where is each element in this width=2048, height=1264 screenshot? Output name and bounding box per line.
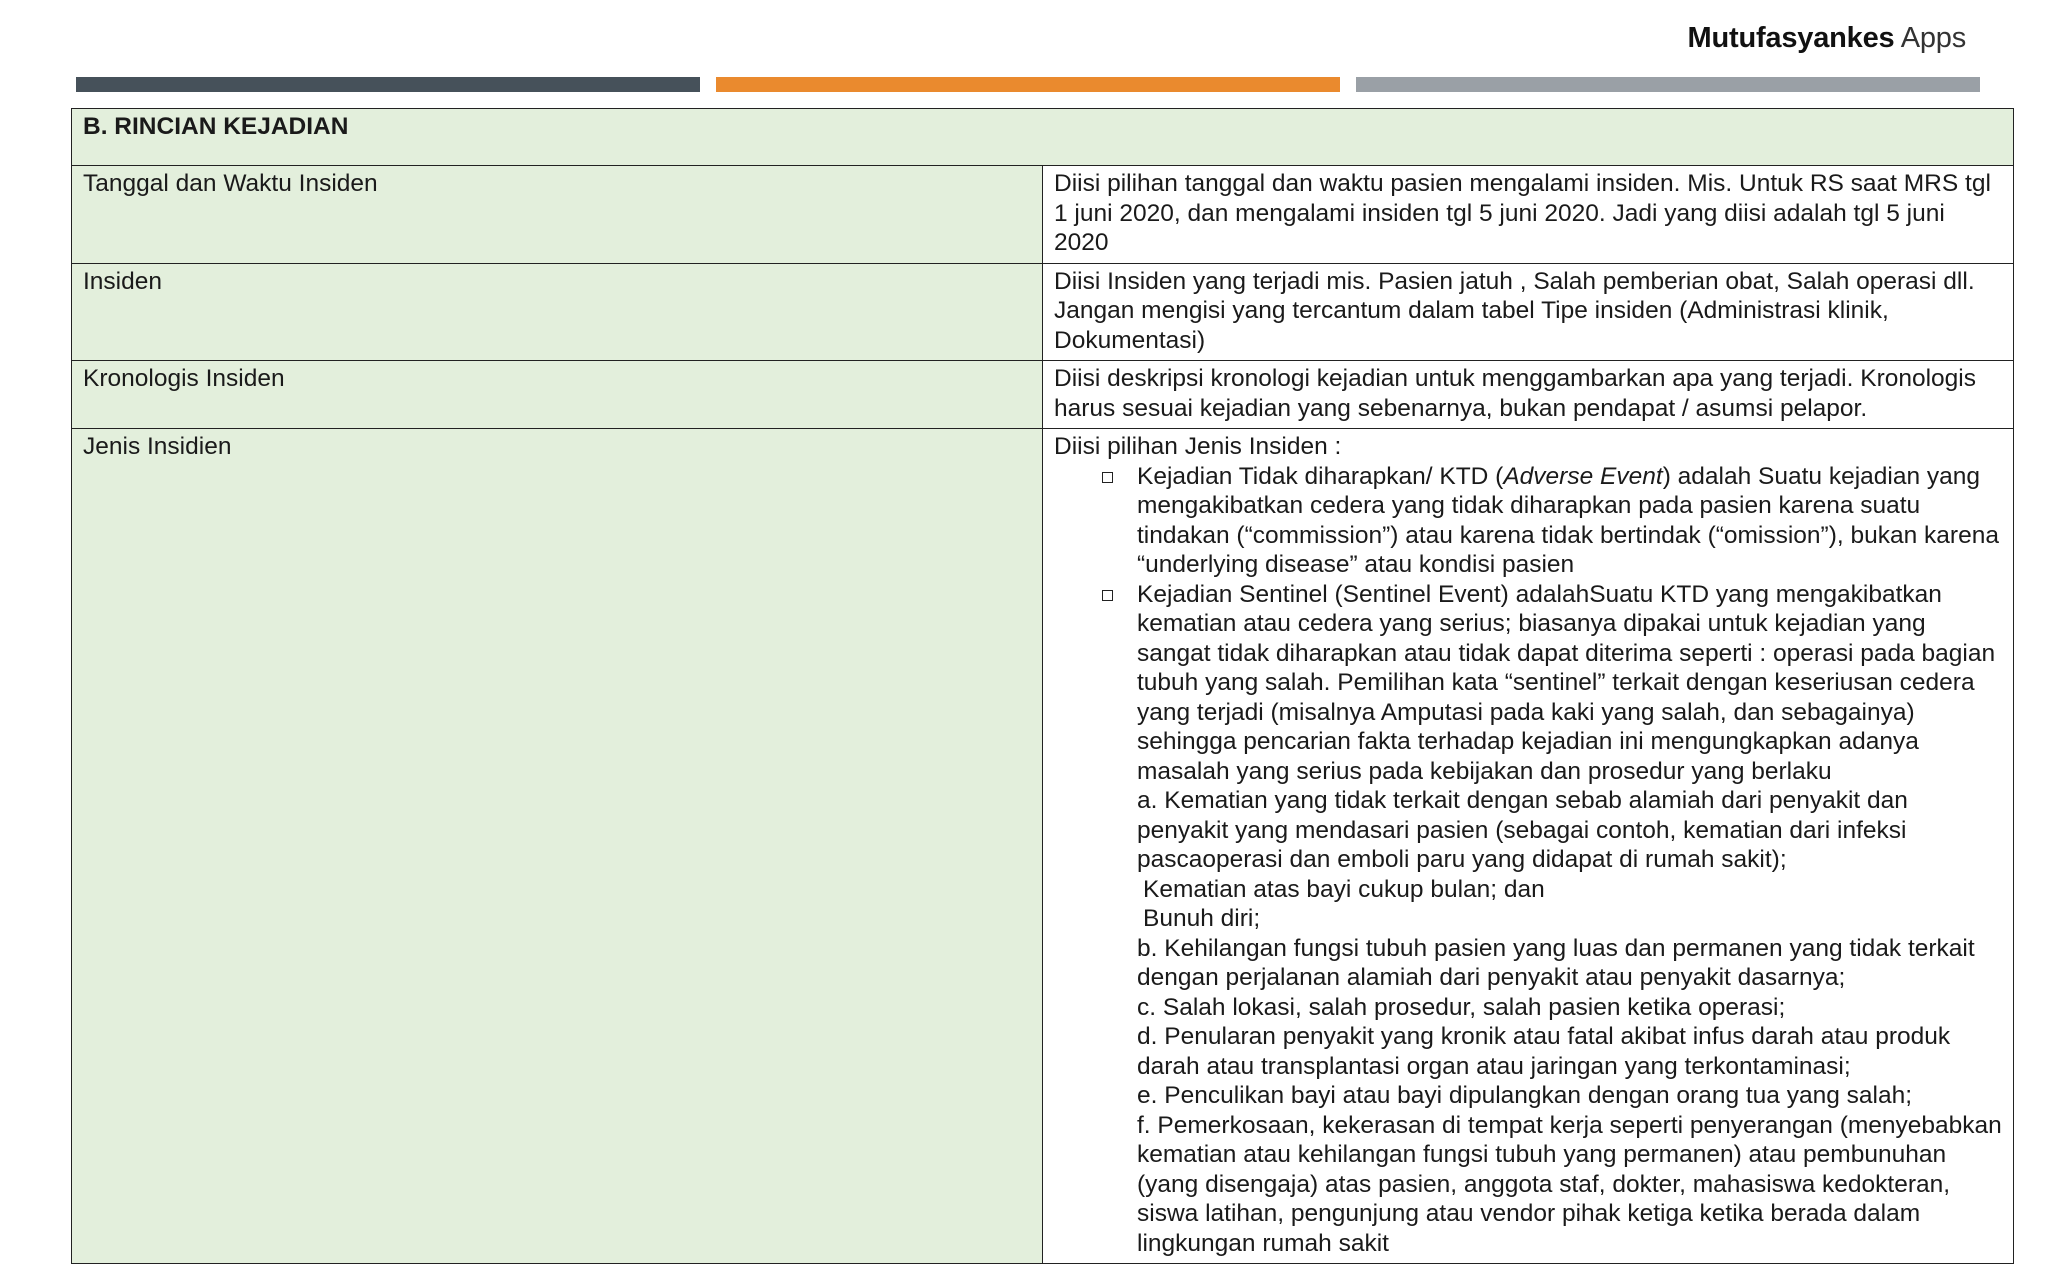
table-row-jenis [72,429,2014,1264]
row-label-kronologis: Kronologis Insiden [72,361,1043,429]
ktd-text-italic: Adverse Event [1503,462,1663,490]
sentinel-item-f: f. Pemerkosaan, kekerasan di tempat kerja seperti penyerangan (menyebabkan kematian atau kehilangan fungsi tubuh yang permanen) atau pembunuhan (yang disengaja) atas pasien, anggota staf, dokter, mahasiswa kedokteran, siswa latihan, pengunjung atau vendor pihak ketiga ketika berada dalam lingkungan rumah sakit [1137,1111,2002,1257]
checkbox-square-icon [1102,472,1113,483]
ktd-text-post: ) adalah Suatu kejadian yang mengakibatkan cedera yang tidak diharapkan pada pasien karena suatu tindakan (“commission”) atau karena tidak bertindak (“omission”), bukan karena “underlying disease” atau kondisi pasien [1137,462,1999,578]
sentinel-item-a1: Kematian atas bayi cukup bulan; dan [1143,875,1545,903]
row-label-tanggal: Tanggal dan Waktu Insiden [72,166,1043,264]
header-bar-dark [76,77,700,92]
list-item-sentinel [1102,580,2002,1259]
brand-suffix: Apps [1894,22,1966,54]
list-item-ktd [1102,462,2002,580]
row-content-jenis [1043,429,2014,1264]
table-row [72,263,2014,361]
checkbox-square-icon [1102,590,1113,601]
sentinel-item-a: a. Kematian yang tidak terkait dengan sebab alamiah dari penyakit dan penyakit yang mendasari pasien (sebagai contoh, kematian dari infeksi pascaoperasi dan emboli paru yang didapat di rumah sakit); [1137,787,1908,873]
sentinel-item-e: e. Penculikan bayi atau bayi dipulangkan dengan orang tua yang salah; [1137,1082,1913,1109]
header-bar-orange [716,77,1340,92]
row-label-jenis: Jenis Insidien [72,429,1043,1264]
row-text-tanggal: Diisi pilihan tanggal dan waktu pasien mengalami insiden. Mis. Untuk RS saat MRS tgl 1 juni 2020, dan mengalami insiden tgl 5 juni 2020. Jadi yang diisi adalah tgl 5 juni 2020 [1043,166,2014,264]
header-bar-gray [1356,77,1980,92]
table-row [72,166,2014,264]
row-text-kronologis: Diisi deskripsi kronologi kejadian untuk menggambarkan apa yang terjadi. Kronologis harus sesuai kejadian yang sebenarnya, bukan pendapat / asumsi pelapor. [1043,361,2014,429]
sentinel-item-a2: Bunuh diri; [1143,905,1261,932]
brand-name: Mutufasyankes [1687,22,1895,54]
sentinel-item-d: d. Penularan penyakit yang kronik atau fatal akibat infus darah atau produk darah atau transplantasi organ atau jaringan yang terkontaminasi; [1137,1023,1951,1080]
table-row [72,361,2014,429]
section-title: B. RINCIAN KEJADIAN [72,109,2014,166]
jenis-intro: Diisi pilihan Jenis Insiden : [1054,433,1342,460]
ktd-text-pre: Kejadian Tidak diharapkan/ KTD ( [1137,462,1504,490]
sentinel-item-b: b. Kehilangan fungsi tubuh pasien yang luas dan permanen yang tidak terkait dengan perjalanan alamiah dari penyakit atau penyakit dasarnya; [1137,934,1975,991]
incident-detail-table [71,108,2014,1264]
row-label-insiden: Insiden [72,263,1043,361]
row-text-insiden: Diisi Insiden yang terjadi mis. Pasien jatuh , Salah pemberian obat, Salah operasi dll. Jangan mengisi yang tercantum dalam tabel Tipe insiden (Administrasi klinik, Dokumentasi) [1043,263,2014,361]
app-brand [1688,22,1966,55]
sentinel-item-c: c. Salah lokasi, salah prosedur, salah pasien ketika operasi; [1137,993,1786,1021]
sentinel-text: Kejadian Sentinel (Sentinel Event) adalahSuatu KTD yang mengakibatkan kematian atau cedera yang serius; biasanya dipakai untuk kejadian yang sangat tidak diharapkan atau tidak dapat diterima seperti : operasi pada bagian tubuh yang salah. Pemilihan kata “sentinel” terkait dengan keseriusan cedera yang terjadi (misalnya Amputasi pada kaki yang salah, dan sebagainya) sehingga pencarian fakta terhadap kejadian ini mengungkapkan adanya masalah yang serius pada kebijakan dan prosedur yang berlaku [1137,580,1996,785]
jenis-options-list [1054,462,2002,1259]
section-header-row [72,109,2014,166]
